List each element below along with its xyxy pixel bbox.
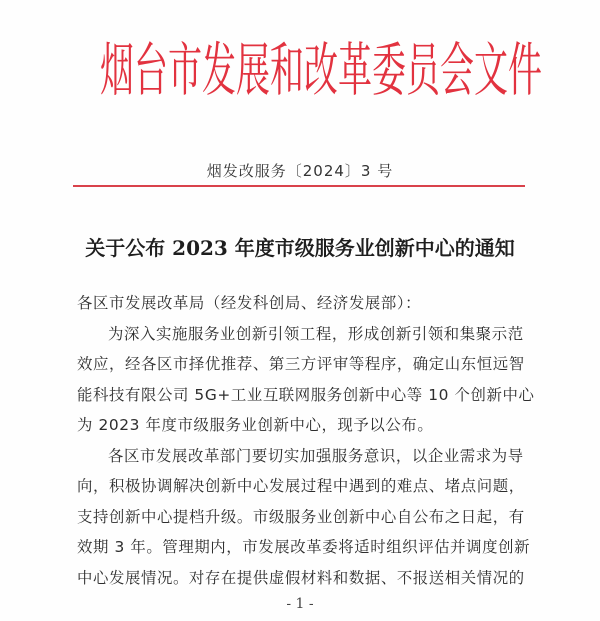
body-line: 支持创新中心提档升级。市级服务业创新中心自公布之日起，有: [77, 507, 525, 526]
addressee-line: 各区市发展改革局（经发科创局、经济发展部）：: [77, 294, 422, 312]
header-char: 改: [304, 36, 338, 105]
body-line: 向，积极协调解决创新中心发展过程中遇到的难点、堵点问题，: [77, 477, 525, 495]
body-line: 能科技有限公司 5G+工业互联网服务创新中心等 10 个创新中心: [77, 385, 535, 404]
header-char: 革: [338, 36, 372, 105]
issuing-authority-header: [100, 33, 542, 105]
header-char: 台: [134, 36, 168, 105]
body-line: 中心发展情况。对存在提供虚假材料和数据、不报送相关情况的: [77, 568, 525, 587]
body-line: 效应，经各区市择优推荐、第三方评审等程序，确定山东恒远智: [77, 355, 525, 373]
body-line: 各区市发展改革部门要切实加强服务意识，以企业需求为导: [108, 446, 524, 465]
notice-title: 关于公布 2023 年度市级服务业创新中心的通知: [85, 236, 515, 260]
body-line: 为 2023 年度市级服务业创新中心，现予以公布。: [77, 416, 434, 434]
header-char: 和: [270, 36, 304, 105]
red-divider-line: [73, 185, 525, 187]
document-body: [77, 288, 547, 593]
header-char: 委: [372, 36, 406, 105]
header-char: 烟: [100, 36, 134, 105]
document-number: 烟发改服务〔2024〕3 号: [206, 162, 394, 180]
header-char: 文: [474, 36, 508, 105]
header-char: 展: [236, 36, 270, 105]
body-line: 为深入实施服务业创新引领工程，形成创新引领和集聚示范: [108, 324, 524, 343]
header-char: 员: [406, 36, 440, 105]
header-char: 市: [168, 36, 202, 105]
header-char: 会: [440, 36, 474, 105]
header-char: 件: [508, 36, 542, 105]
header-char: 发: [202, 36, 236, 105]
page-number: - 1 -: [286, 596, 314, 612]
body-line: 效期 3 年。管理期内，市发展改革委将适时组织评估并调度创新: [77, 538, 531, 556]
